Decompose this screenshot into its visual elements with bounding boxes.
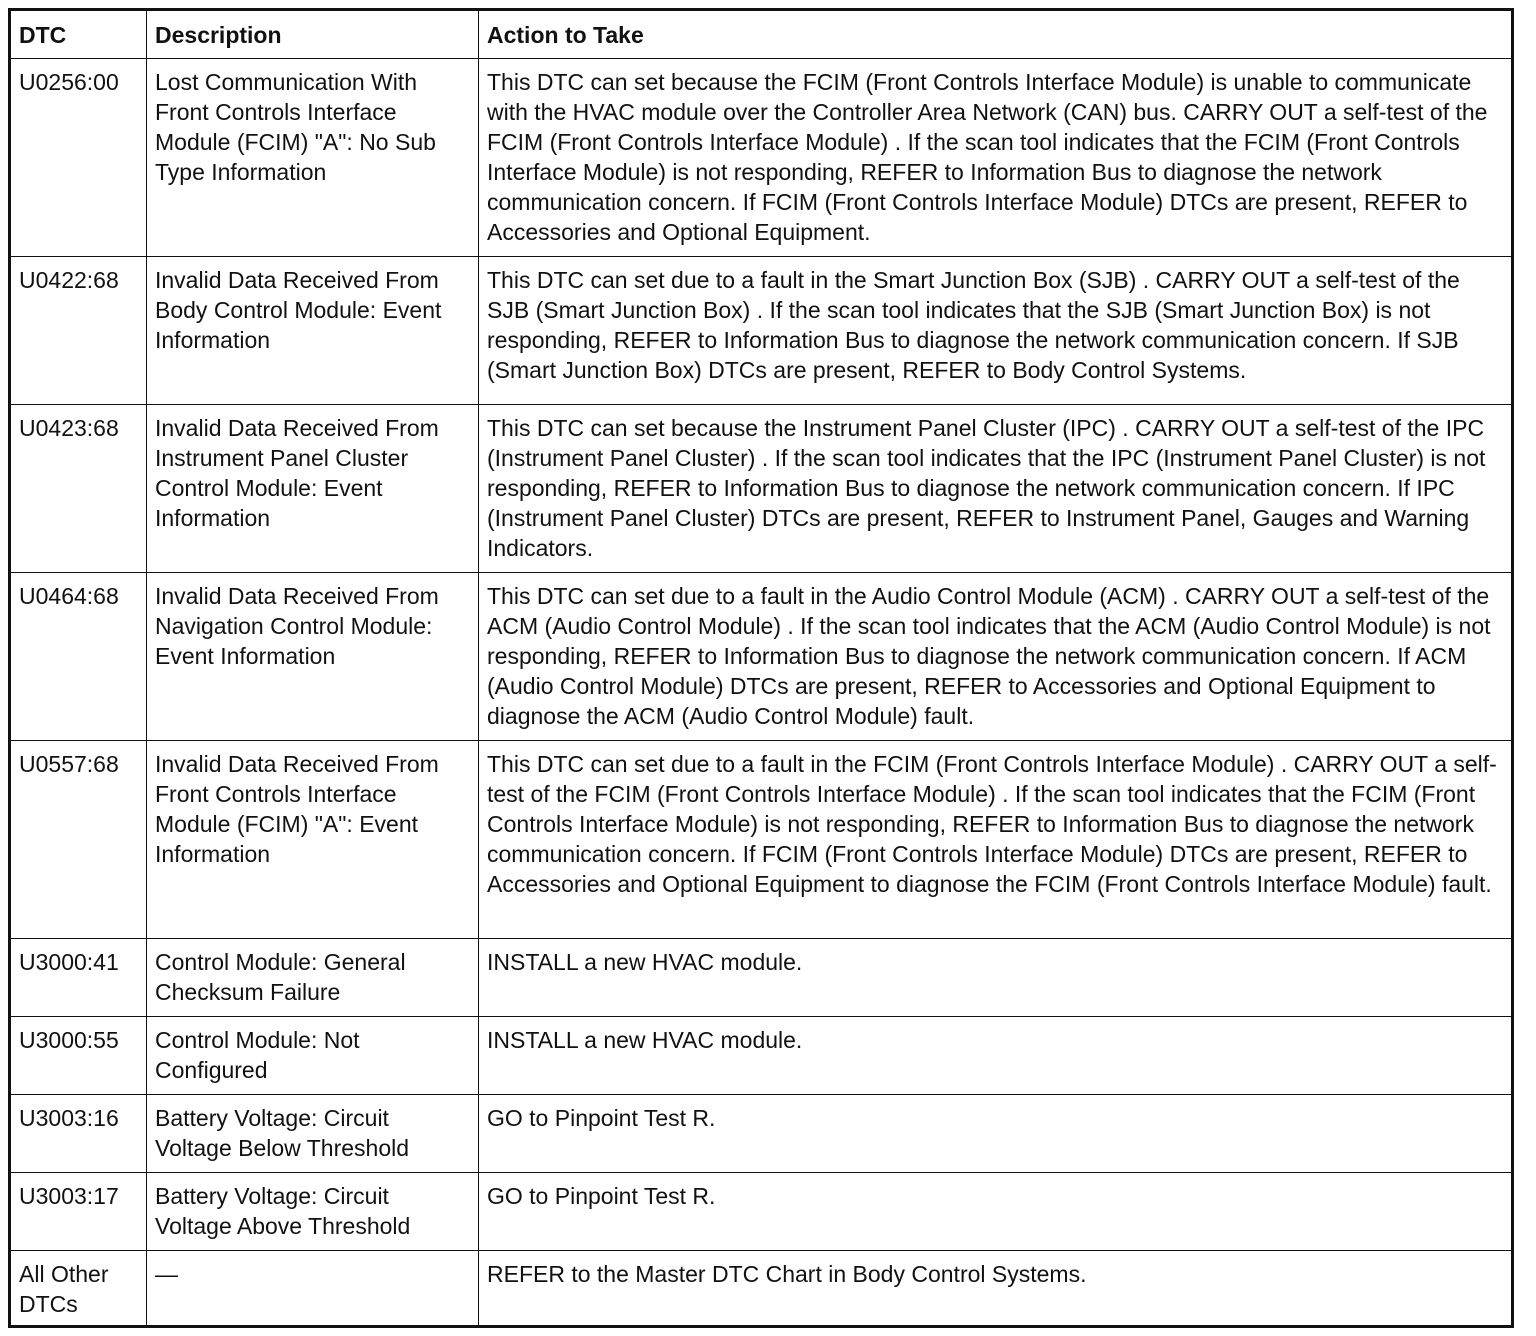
action-cell: GO to Pinpoint Test R. xyxy=(479,1095,1513,1173)
description-cell: Battery Voltage: Circuit Voltage Above Threshold xyxy=(147,1173,479,1251)
action-cell: INSTALL a new HVAC module. xyxy=(479,939,1513,1017)
description-cell: Control Module: General Checksum Failure xyxy=(147,939,479,1017)
action-cell: INSTALL a new HVAC module. xyxy=(479,1017,1513,1095)
table-row xyxy=(10,405,1513,573)
table-row xyxy=(10,1095,1513,1173)
description-cell: Invalid Data Received From Navigation Control Module: Event Information xyxy=(147,573,479,741)
table-row xyxy=(10,741,1513,939)
column-header-dtc: DTC xyxy=(10,10,147,59)
action-cell: REFER to the Master DTC Chart in Body Control Systems. xyxy=(479,1251,1513,1327)
table-row xyxy=(10,573,1513,741)
dtc-code-cell: U3000:55 xyxy=(10,1017,147,1095)
table-row xyxy=(10,1251,1513,1327)
description-cell: — xyxy=(147,1251,479,1327)
table-row xyxy=(10,59,1513,257)
action-cell: This DTC can set due to a fault in the Audio Control Module (ACM) . CARRY OUT a self-test of the ACM (Audio Control Module) . If the scan tool indicates that the ACM (Audio Control Module) is not responding, REFER to Information Bus to diagnose the network communication concern. If ACM (Audio Control Module) DTCs are present, REFER to Accessories and Optional Equipment to diagnose the ACM (Audio Control Module) fault. xyxy=(479,573,1513,741)
description-cell: Invalid Data Received From Front Controls Interface Module (FCIM) "A": Event Information xyxy=(147,741,479,939)
column-header-description: Description xyxy=(147,10,479,59)
dtc-code-cell: U3003:16 xyxy=(10,1095,147,1173)
dtc-code-cell: U0256:00 xyxy=(10,59,147,257)
table-row xyxy=(10,257,1513,405)
dtc-code-cell: U0422:68 xyxy=(10,257,147,405)
action-cell: This DTC can set because the Instrument Panel Cluster (IPC) . CARRY OUT a self-test of the IPC (Instrument Panel Cluster) . If the scan tool indicates that the IPC (Instrument Panel Cluster) is not responding, REFER to Information Bus to diagnose the network communication concern. If IPC (Instrument Panel Cluster) DTCs are present, REFER to Instrument Panel, Gauges and Warning Indicators. xyxy=(479,405,1513,573)
action-cell: This DTC can set due to a fault in the FCIM (Front Controls Interface Module) . CARRY OUT a self-test of the FCIM (Front Controls Interface Module) . If the scan tool indicates that the FCIM (Front Controls Interface Module) is not responding, REFER to Information Bus to diagnose the network communication concern. If FCIM (Front Controls Interface Module) DTCs are present, REFER to Accessories and Optional Equipment to diagnose the FCIM (Front Controls Interface Module) fault. xyxy=(479,741,1513,939)
column-header-action: Action to Take xyxy=(479,10,1513,59)
dtc-table xyxy=(8,8,1514,1328)
action-cell: This DTC can set due to a fault in the Smart Junction Box (SJB) . CARRY OUT a self-test of the SJB (Smart Junction Box) . If the scan tool indicates that the SJB (Smart Junction Box) is not responding, REFER to Information Bus to diagnose the network communication concern. If SJB (Smart Junction Box) DTCs are present, REFER to Body Control Systems. xyxy=(479,257,1513,405)
action-cell: GO to Pinpoint Test R. xyxy=(479,1173,1513,1251)
table-header-row xyxy=(10,10,1513,59)
dtc-code-cell: U0557:68 xyxy=(10,741,147,939)
dtc-code-cell: U0423:68 xyxy=(10,405,147,573)
description-cell: Control Module: Not Configured xyxy=(147,1017,479,1095)
description-cell: Invalid Data Received From Body Control Module: Event Information xyxy=(147,257,479,405)
description-cell: Lost Communication With Front Controls Interface Module (FCIM) "A": No Sub Type Information xyxy=(147,59,479,257)
dtc-code-cell: U0464:68 xyxy=(10,573,147,741)
action-cell: This DTC can set because the FCIM (Front Controls Interface Module) is unable to communicate with the HVAC module over the Controller Area Network (CAN) bus. CARRY OUT a self-test of the FCIM (Front Controls Interface Module) . If the scan tool indicates that the FCIM (Front Controls Interface Module) is not responding, REFER to Information Bus to diagnose the network communication concern. If FCIM (Front Controls Interface Module) DTCs are present, REFER to Accessories and Optional Equipment. xyxy=(479,59,1513,257)
description-cell: Invalid Data Received From Instrument Panel Cluster Control Module: Event Information xyxy=(147,405,479,573)
description-cell: Battery Voltage: Circuit Voltage Below Threshold xyxy=(147,1095,479,1173)
table-row xyxy=(10,1017,1513,1095)
dtc-code-cell: U3003:17 xyxy=(10,1173,147,1251)
dtc-code-cell: All Other DTCs xyxy=(10,1251,147,1327)
table-row xyxy=(10,939,1513,1017)
dtc-code-cell: U3000:41 xyxy=(10,939,147,1017)
table-row xyxy=(10,1173,1513,1251)
